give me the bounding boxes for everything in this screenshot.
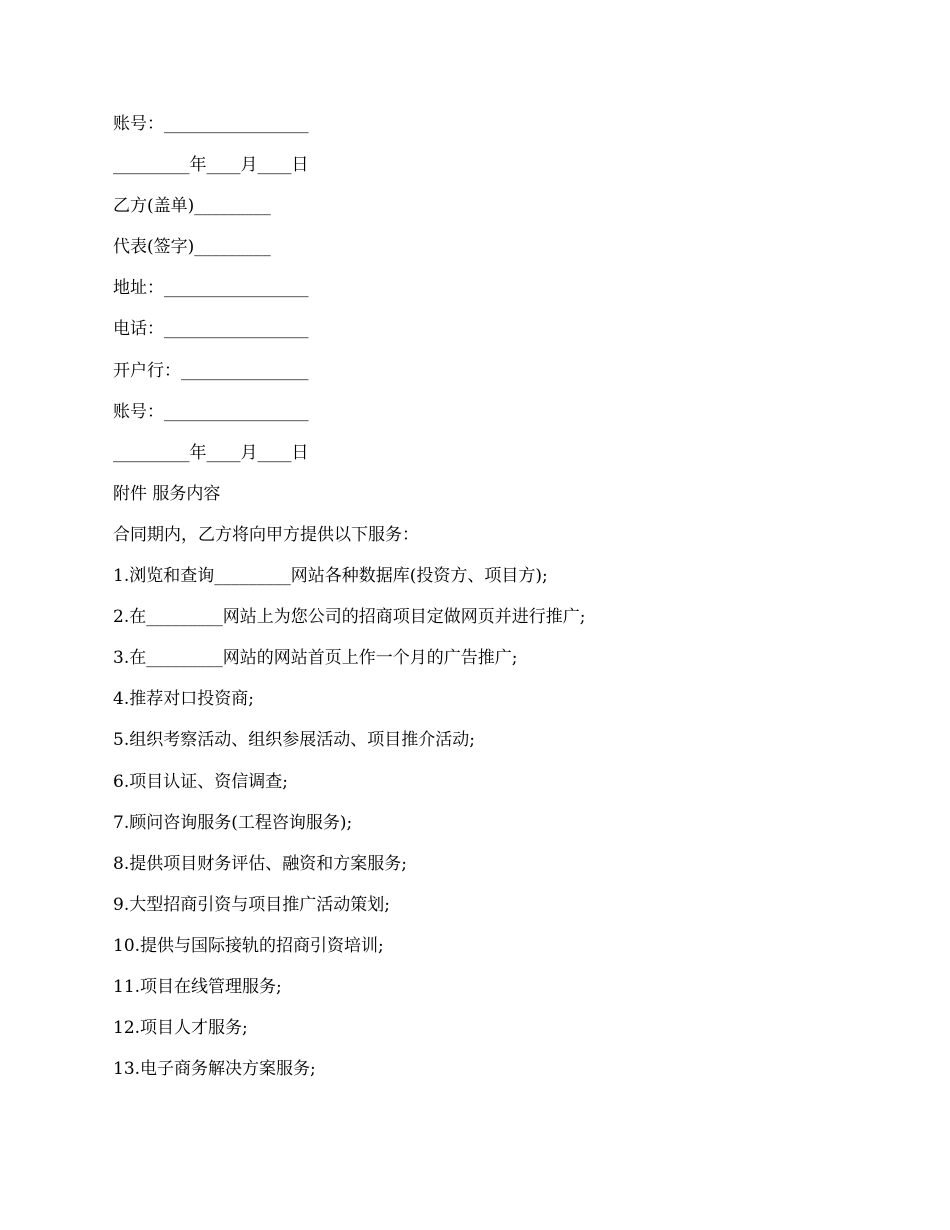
service-item-8: 8.提供项目财务评估、融资和方案服务; xyxy=(113,853,407,874)
account-number-line-b: 账号：_________________ xyxy=(113,401,309,422)
service-intro: 合同期内，乙方将向甲方提供以下服务： xyxy=(113,524,419,545)
service-item-7: 7.顾问咨询服务(工程咨询服务); xyxy=(113,812,353,833)
service-item-12: 12.项目人才服务; xyxy=(113,1018,248,1039)
date-line-a: _________年____月____日 xyxy=(113,155,309,176)
party-b-seal-line: 乙方(盖单)_________ xyxy=(113,196,271,217)
address-line: 地址：_________________ xyxy=(113,278,309,299)
service-item-10: 10.提供与国际接轨的招商引资培训; xyxy=(113,935,384,956)
date-line-b: _________年____月____日 xyxy=(113,442,309,463)
service-item-5: 5.组织考察活动、组织参展活动、项目推介活动; xyxy=(113,730,475,751)
service-item-3: 3.在_________网站的网站首页上作一个月的广告推广; xyxy=(113,648,518,669)
service-item-4: 4.推荐对口投资商; xyxy=(113,689,254,710)
appendix-heading: 附件 服务内容 xyxy=(113,483,221,504)
service-item-9: 9.大型招商引资与项目推广活动策划; xyxy=(113,894,390,915)
phone-line: 电话：_________________ xyxy=(113,319,309,340)
bank-line: 开户行：_______________ xyxy=(113,360,309,381)
service-item-13: 13.电子商务解决方案服务; xyxy=(113,1059,316,1080)
account-number-line-a: 账号：_________________ xyxy=(113,114,309,134)
document-body xyxy=(113,111,833,1097)
service-item-2: 2.在_________网站上为您公司的招商项目定做网页并进行推广; xyxy=(113,607,586,628)
service-item-11: 11.项目在线管理服务; xyxy=(113,976,282,997)
service-item-1: 1.浏览和查询_________网站各种数据库(投资方、项目方); xyxy=(113,566,548,587)
service-item-6: 6.项目认证、资信调查; xyxy=(113,771,288,792)
representative-signature-line: 代表(签字)_________ xyxy=(113,237,271,258)
